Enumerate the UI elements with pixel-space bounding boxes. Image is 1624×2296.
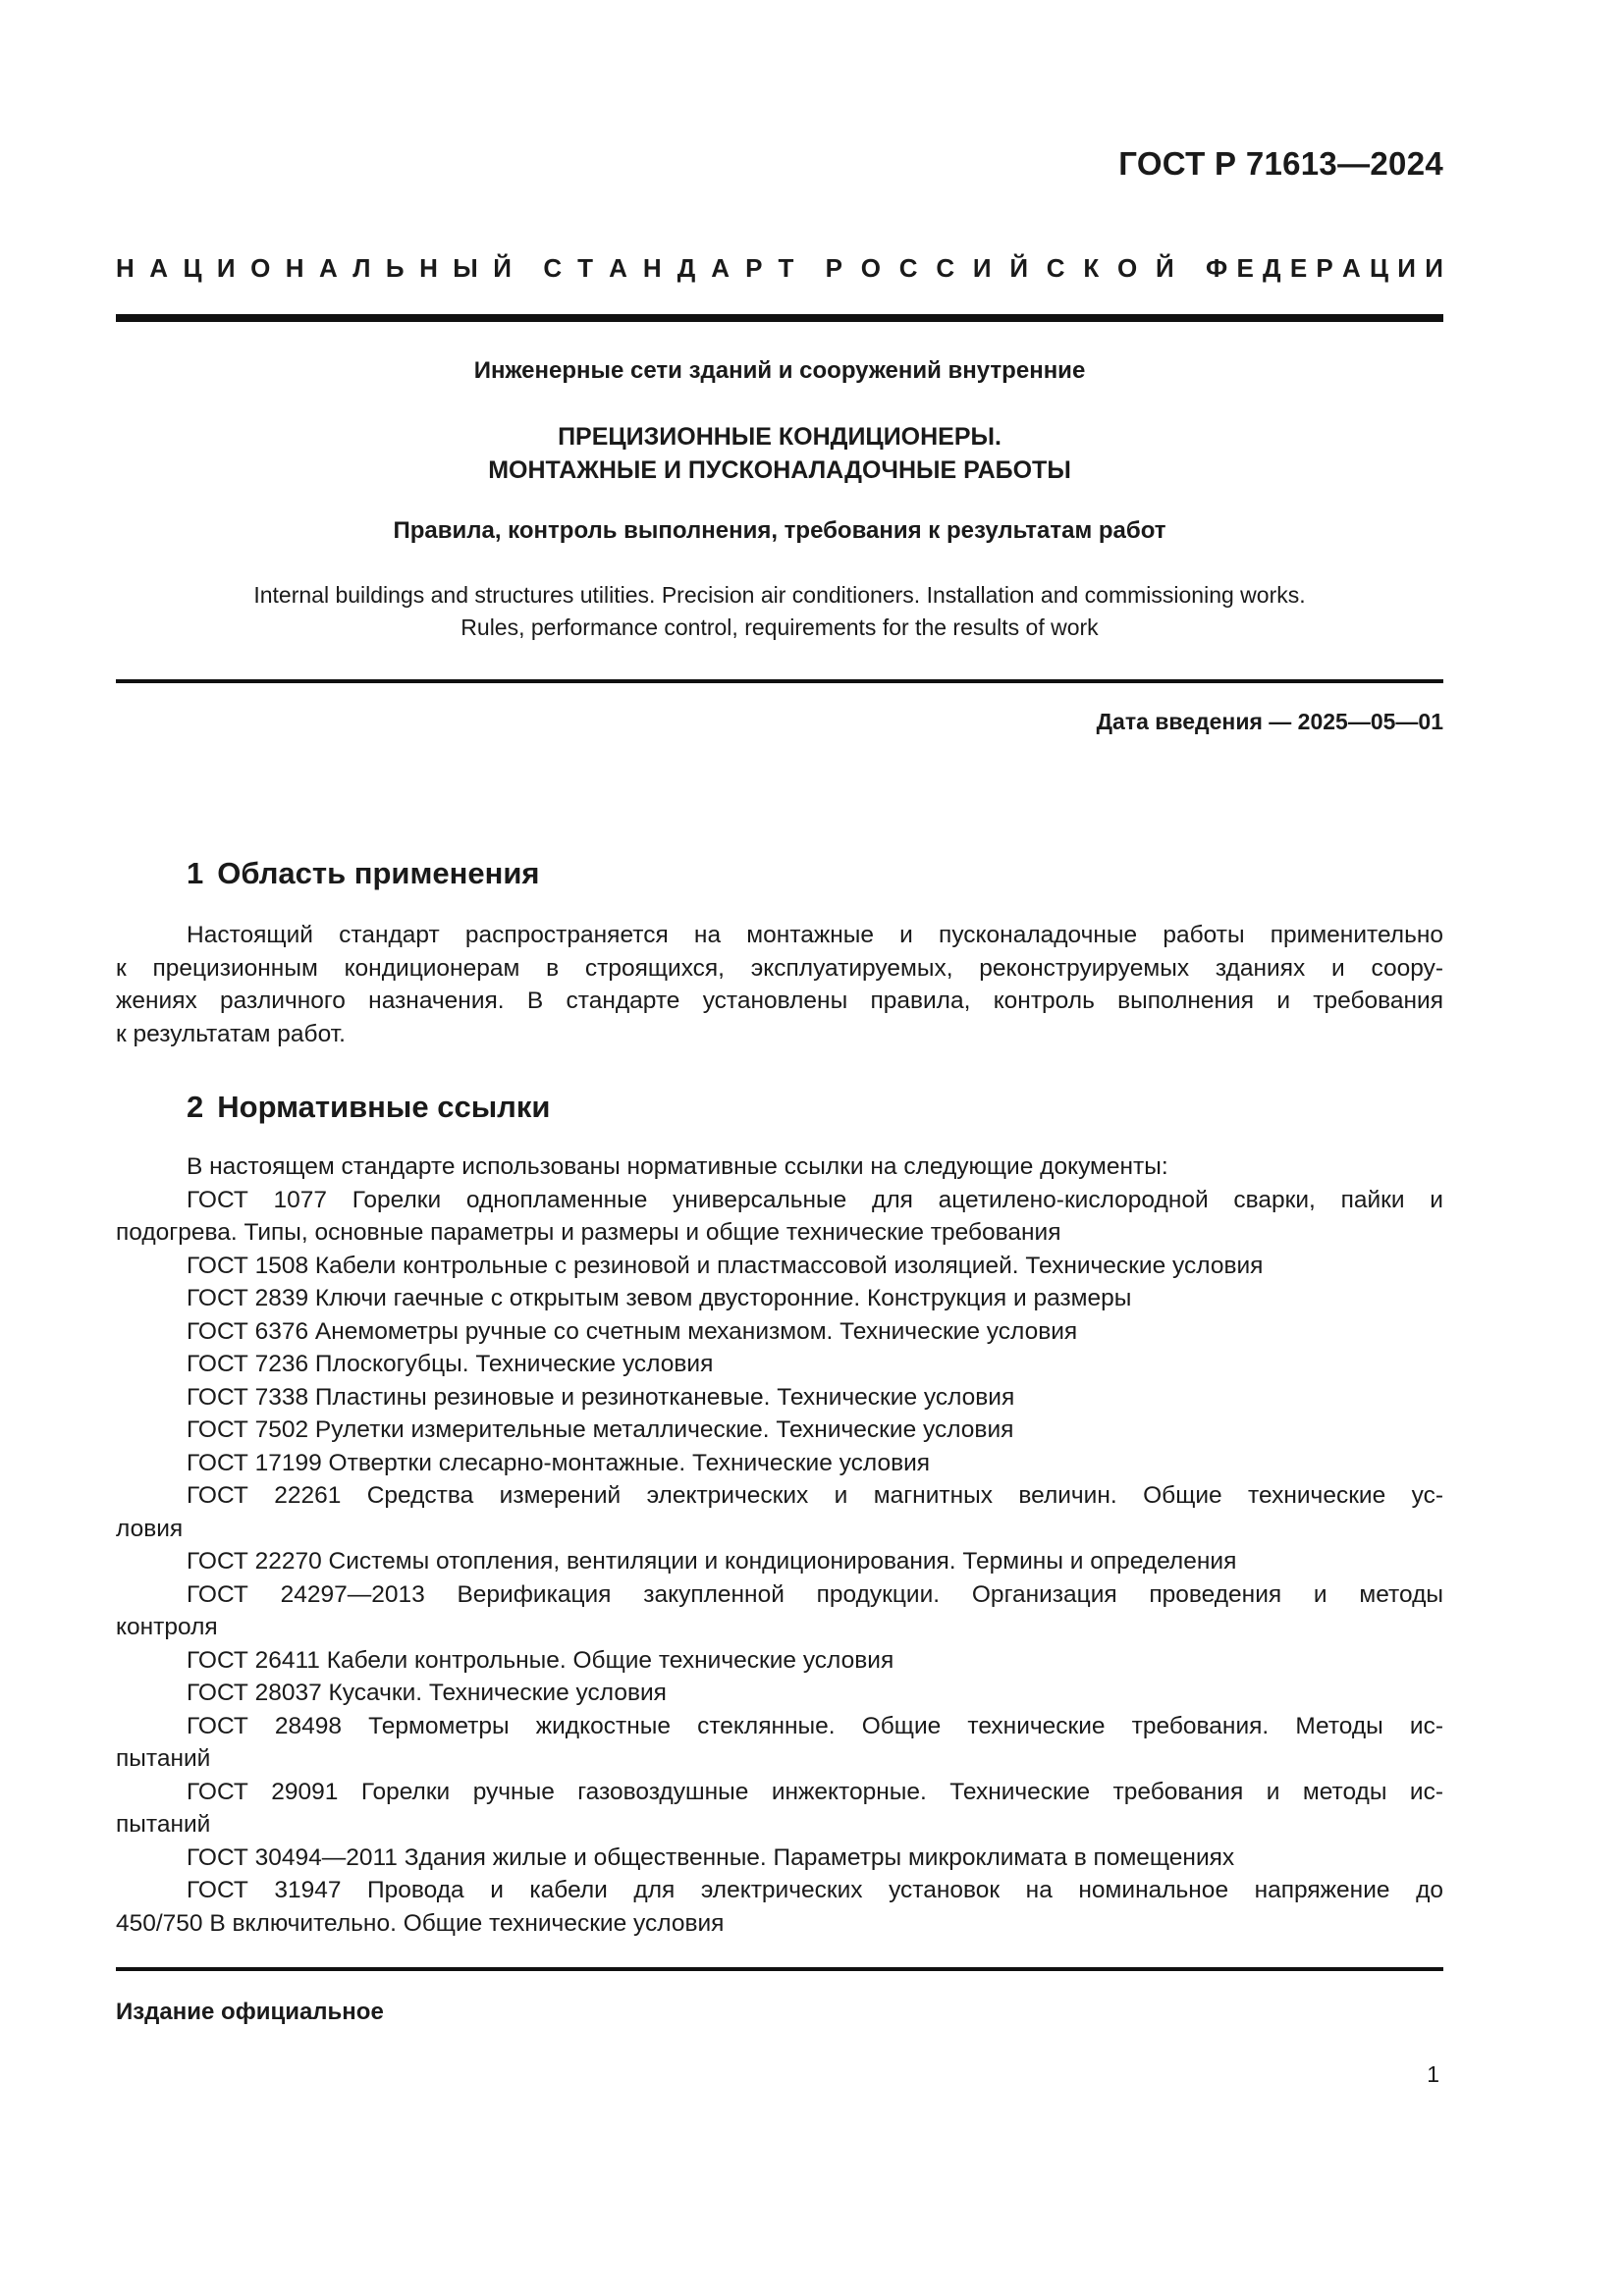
title-letter: К xyxy=(1083,253,1100,283)
title-letter: О xyxy=(860,253,881,283)
standard-subject: Инженерные сети зданий и сооружений внутренние xyxy=(473,357,1086,384)
main-title xyxy=(116,420,1443,487)
title-letter: Е xyxy=(1236,253,1254,283)
main-title-line-2: МОНТАЖНЫЕ И ПУСКОНАЛАДОЧНЫЕ РАБОТЫ xyxy=(488,456,1071,484)
section-1-line: жениях различного назначения. В стандарте установлены правила, контроль выполнения и требования xyxy=(116,988,1443,1014)
title-letter: С xyxy=(543,253,563,283)
title-letter: С xyxy=(1046,253,1065,283)
top-divider xyxy=(116,314,1443,322)
reference-line: ГОСТ 28498 Термометры жидкостные стеклянные. Общие технические требования. Методы ис- xyxy=(187,1712,1443,1739)
title-letter: Ф xyxy=(1205,253,1228,283)
reference-line: ГОСТ 29091 Горелки ручные газовоздушные инжекторные. Технические требования и методы ис- xyxy=(187,1778,1443,1805)
title-letter: О xyxy=(1116,253,1138,283)
title-letter: А xyxy=(711,253,731,283)
english-title xyxy=(116,579,1443,644)
title-letter: Д xyxy=(1263,253,1281,283)
reference-line: ГОСТ 7338 Пластины резиновые и резинотканевые. Технические условия xyxy=(187,1383,1015,1411)
reference-line: пытаний xyxy=(116,1811,211,1838)
title-letter: Й xyxy=(493,253,512,283)
reference-line: В настоящем стандарте использованы нормативные ссылки на следующие документы: xyxy=(187,1153,1168,1180)
title-word-1 xyxy=(116,253,512,284)
reference-line: ГОСТ 7502 Рулетки измерительные металлические. Технические условия xyxy=(187,1416,1014,1443)
title-letter: О xyxy=(250,253,271,283)
section-2-body xyxy=(116,1150,1443,1940)
title-letter: Ц xyxy=(1370,253,1389,283)
section-1-line: к результатам работ. xyxy=(116,1020,346,1047)
section-1-line: к прецизионным кондиционерам в строящихся, эксплуатируемых, реконструируемых зданиях и соору- xyxy=(116,954,1443,982)
introduction-date: Дата введения — 2025—05—01 xyxy=(1096,709,1443,734)
title-letter: С xyxy=(898,253,918,283)
section-1-heading xyxy=(187,856,540,891)
title-word-2 xyxy=(543,253,793,284)
title-letter: А xyxy=(318,253,338,283)
title-letter: А xyxy=(1342,253,1361,283)
title-letter: Н xyxy=(419,253,438,283)
standard-subtitle: Правила, контроль выполнения, требования к результатам работ xyxy=(393,517,1166,544)
title-letter: Р xyxy=(825,253,842,283)
title-letter: А xyxy=(609,253,627,283)
reference-line: пытаний xyxy=(116,1745,211,1772)
title-letter: Ц xyxy=(183,253,202,283)
section-1-number: 1 xyxy=(187,856,204,890)
english-title-line-1: Internal buildings and structures utilities. Precision air conditioners. Installation and commissioning works. xyxy=(253,582,1306,608)
document-number: ГОСТ Р 71613—2024 xyxy=(1118,145,1443,182)
section-2-heading xyxy=(187,1090,550,1125)
main-title-line-1: ПРЕЦИЗИОННЫЕ КОНДИЦИОНЕРЫ. xyxy=(558,423,1001,451)
title-letter: Р xyxy=(745,253,763,283)
reference-line: подогрева. Типы, основные параметры и размеры и общие технические требования xyxy=(116,1219,1061,1246)
title-letter: С xyxy=(936,253,955,283)
title-letter: Ь xyxy=(385,253,405,283)
reference-line: контроля xyxy=(116,1614,218,1640)
reference-line: ГОСТ 28037 Кусачки. Технические условия xyxy=(187,1680,667,1706)
title-letter: Е xyxy=(1289,253,1308,283)
reference-line: ГОСТ 22261 Средства измерений электрических и магнитных величин. Общие технические ус- xyxy=(187,1482,1443,1509)
section-1-title: Область применения xyxy=(217,856,540,890)
reference-line: ГОСТ 7236 Плоскогубцы. Технические условия xyxy=(187,1351,714,1377)
section-1-body xyxy=(116,919,1443,1050)
title-letter: Н xyxy=(285,253,304,283)
title-letter: Т xyxy=(778,253,794,283)
section-1-line: Настоящий стандарт распространяется на монтажные и пусконаладочные работы применительно xyxy=(187,922,1443,948)
title-letter: Ы xyxy=(453,253,478,283)
title-letter: И xyxy=(1397,253,1416,283)
official-edition-label: Издание официальное xyxy=(116,1999,384,2025)
title-letter: А xyxy=(149,253,169,283)
page-number: 1 xyxy=(1427,2061,1439,2087)
reference-line: 450/750 В включительно. Общие технические условия xyxy=(116,1909,725,1937)
title-letter: Н xyxy=(642,253,662,283)
reference-line: ловия xyxy=(116,1515,184,1542)
reference-line: ГОСТ 1508 Кабели контрольные с резиновой и пластмассовой изоляцией. Технические условия xyxy=(187,1252,1264,1279)
english-title-line-2: Rules, performance control, requirements for the results of work xyxy=(460,614,1099,640)
reference-line: ГОСТ 24297—2013 Верификация закупленной продукции. Организация проведения и методы xyxy=(187,1580,1443,1608)
reference-line: ГОСТ 30494—2011 Здания жилые и общественные. Параметры микроклимата в помещениях xyxy=(187,1843,1235,1871)
title-word-4 xyxy=(1206,253,1443,284)
title-letter: Д xyxy=(677,253,696,283)
national-standard-title xyxy=(116,253,1443,284)
reference-line: ГОСТ 22270 Системы отопления, вентиляции и кондиционирования. Термины и определения xyxy=(187,1548,1237,1575)
reference-line: ГОСТ 31947 Провода и кабели для электрических установок на номинальное напряжение до xyxy=(187,1877,1443,1903)
title-letter: И xyxy=(972,253,992,283)
title-divider xyxy=(116,679,1443,683)
title-letter: Л xyxy=(352,253,371,283)
reference-line: ГОСТ 2839 Ключи гаечные с открытым зевом двусторонние. Конструкция и размеры xyxy=(187,1285,1132,1311)
reference-line: ГОСТ 1077 Горелки однопламенные универсальные для ацетилено-кислородной сварки, пайки и xyxy=(187,1186,1443,1213)
title-letter: Й xyxy=(1155,253,1174,283)
reference-line: ГОСТ 17199 Отвертки слесарно-монтажные. Технические условия xyxy=(187,1449,931,1476)
section-2-title: Нормативные ссылки xyxy=(217,1090,551,1124)
title-letter: И xyxy=(1425,253,1443,283)
title-letter: И xyxy=(216,253,236,283)
reference-line: ГОСТ 26411 Кабели контрольные. Общие технические условия xyxy=(187,1646,894,1674)
title-letter: Т xyxy=(577,253,594,283)
title-word-3 xyxy=(826,253,1174,284)
title-letter: Р xyxy=(1316,253,1333,283)
title-letter: Н xyxy=(116,253,135,283)
footer-divider xyxy=(116,1967,1443,1971)
title-letter: Й xyxy=(1009,253,1028,283)
reference-line: ГОСТ 6376 Анемометры ручные со счетным механизмом. Технические условия xyxy=(187,1317,1078,1345)
section-2-number: 2 xyxy=(187,1090,204,1124)
